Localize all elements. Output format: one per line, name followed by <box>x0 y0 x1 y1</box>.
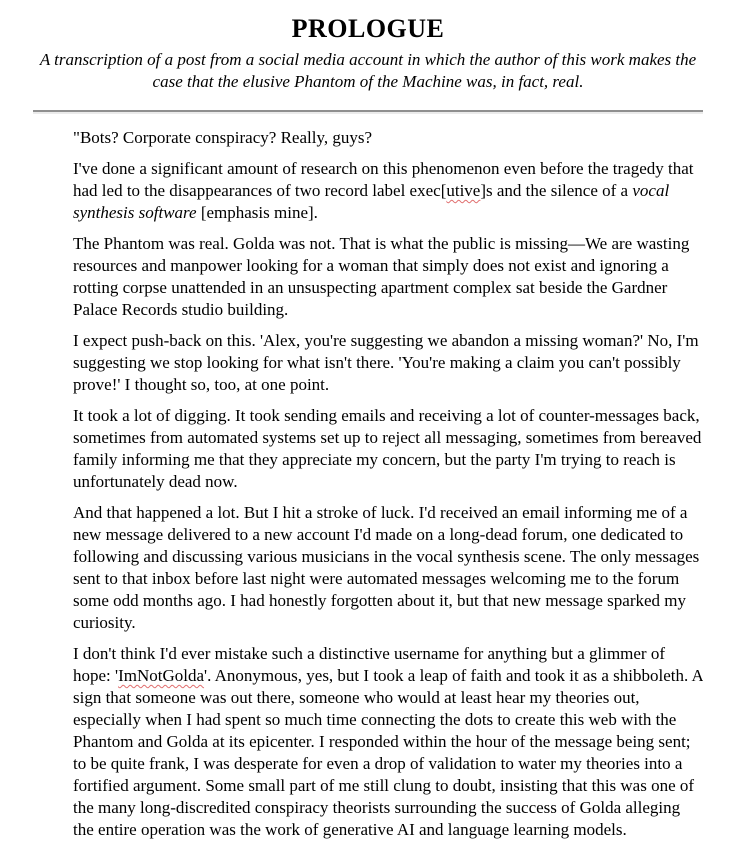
misspelled-word: utive <box>446 181 481 200</box>
text-segment: And that happened a lot. But I hit a stroke of luck. I'd received an email informing me of a new message delivered to a new account I'd made on a long-dead forum, one dedicated to following and discussing various musicians in the vocal synthesis scene. The only messages sent to that inbox before last night were automated messages welcoming me to the forum some odd months ago. I had honestly forgotten about it, but that new message sparked my curiosity. <box>73 503 700 632</box>
paragraph <box>73 158 703 224</box>
paragraph <box>73 330 703 396</box>
chapter-subtitle: A transcription of a post from a social media account in which the author of this work makes the case that the elusive Phantom of the Machine was, in fact, real. <box>39 50 697 91</box>
paragraph <box>73 502 703 634</box>
paragraph <box>73 233 703 321</box>
text-segment: It took a lot of digging. It took sending emails and receiving a lot of counter-messages back, sometimes from automated systems set up to reject all messaging, sometimes from bereaved family informing me that they appreciate my concern, but the party I'm trying to reach is unfortunately dead now. <box>73 406 702 491</box>
text-segment: The Phantom was real. Golda was not. That is what the public is missing—We are wasting resources and manpower looking for a woman that simply does not exist and ignoring a rotting corpse unattended in an unsuspecting apartment complex sat beside the Gardner Palace Records studio building. <box>73 234 690 319</box>
paragraph <box>73 643 703 841</box>
misspelled-word: ImNotGolda <box>118 666 205 685</box>
emphasized-text: vocal synthesis software <box>73 181 670 222</box>
paragraph <box>73 127 703 149</box>
text-segment: I expect push-back on this. 'Alex, you're suggesting we abandon a missing woman?' No, I'm suggesting we stop looking for what isn't there. 'You're making a claim you can't possibly prove!' I thought so, too, at one point. <box>73 331 699 394</box>
text-segment: [emphasis mine]. <box>196 203 318 222</box>
paragraph <box>73 405 703 493</box>
page-title: PROLOGUE <box>291 14 445 43</box>
text-segment: I've done a significant amount of research on this phenomenon even before the tragedy that had led to the disappearances of two record label exec[ <box>73 159 694 200</box>
section-divider <box>33 110 703 114</box>
text-segment: "Bots? Corporate conspiracy? Really, guys? <box>73 128 373 147</box>
text-segment: ]s and the silence of a <box>480 181 633 200</box>
post-body <box>73 118 703 850</box>
text-segment: '. Anonymous, yes, but I took a leap of faith and took it as a shibboleth. A sign that someone was out there, someone who would at least hear my theories out, especially when I had spent so much time connecting the dots to create this web with the Phantom and Golda at its epicenter. I responded within the hour of the message being sent; to be quite frank, I was desperate for even a drop of validation to water my theories into a fortified argument. Some small part of me still clung to doubt, insisting that this was one of the many long-discredited conspiracy theorists surrounding the success of Golda alleging the entire operation was the work of generative AI and language learning models. <box>73 666 703 839</box>
text-segment: I don't think I'd ever mistake such a distinctive username for anything but a glimmer of hope: ' <box>73 644 666 685</box>
